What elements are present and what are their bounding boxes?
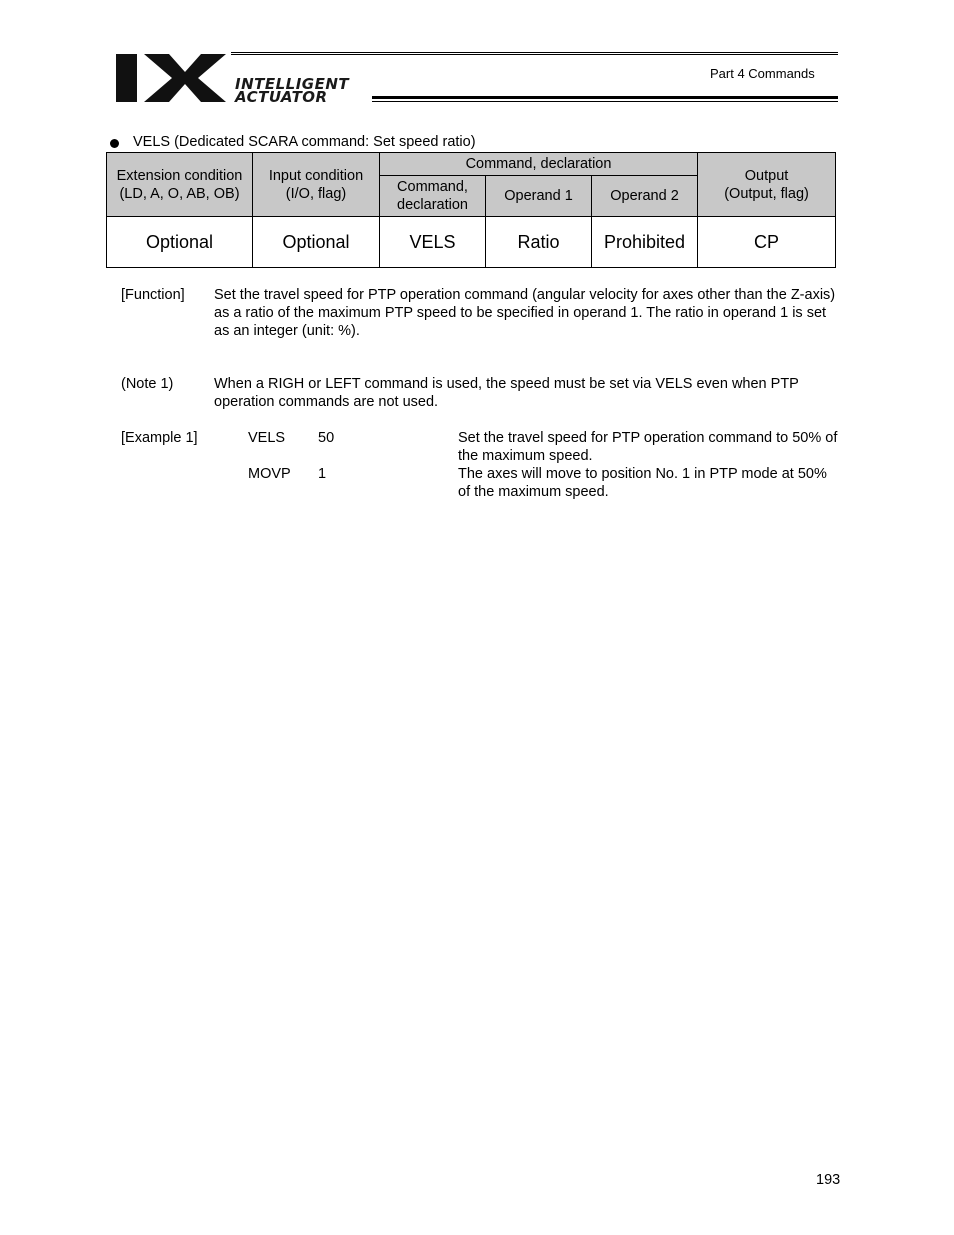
note-text: When a RIGH or LEFT command is used, the speed must be set via VELS even when PTP operation commands are not used. [214, 376, 799, 410]
example-command: VELS [248, 430, 286, 446]
logo-text-intelligent: INTELLIGENT [235, 75, 350, 93]
header-text: (I/O, flag) [285, 185, 347, 202]
header-text: (LD, A, O, AB, OB) [119, 185, 240, 202]
header-text: Extension condition [116, 167, 243, 184]
note-label: (Note 1) [121, 376, 174, 392]
example-command: MOVP [248, 466, 291, 482]
company-logo-mark [116, 52, 231, 104]
function-text: Set the travel speed for PTP operation command (angular velocity for axes other than the Z-axis) as a ratio of the maximum PTP speed to be specified in operand 1. The ratio in operand 1 is set as an integer (unit: %). [214, 287, 836, 339]
header-command-group: Command, declaration [380, 153, 698, 176]
header-extension-condition [107, 153, 253, 217]
header-text: Command, [397, 179, 468, 195]
command-table [106, 152, 836, 268]
cell-command: VELS [380, 217, 486, 268]
section-title: VELS (Dedicated SCARA command: Set speed ratio) [133, 134, 476, 150]
page-number: 193 [816, 1172, 841, 1188]
header-text: declaration [397, 197, 468, 213]
header-text: Output [744, 167, 789, 184]
example-description: Set the travel speed for PTP operation command to 50% of the maximum speed. [458, 430, 838, 464]
function-label: [Function] [121, 287, 185, 303]
cell-output: CP [698, 217, 836, 268]
cell-input: Optional [253, 217, 380, 268]
cell-extension: Optional [107, 217, 253, 268]
header-text: Input condition [268, 167, 364, 184]
header-rule [231, 54, 838, 55]
header-output [698, 153, 836, 217]
logo-text-actuator: ACTUATOR [235, 88, 328, 106]
example-operand: 50 [318, 430, 335, 446]
example-label: [Example 1] [121, 430, 198, 446]
cell-operand2: Prohibited [592, 217, 698, 268]
example-description: The axes will move to position No. 1 in PTP mode at 50% of the maximum speed. [458, 466, 827, 500]
header-rule [372, 101, 838, 102]
cell-operand1: Ratio [486, 217, 592, 268]
bullet-icon [110, 139, 119, 148]
header-command [380, 176, 486, 217]
header-operand2: Operand 2 [592, 176, 698, 217]
header-rule [231, 52, 838, 53]
header-operand1: Operand 1 [486, 176, 592, 217]
header-rule-bold [372, 96, 838, 99]
header-part-label: Part 4 Commands [710, 66, 815, 81]
example-operand: 1 [318, 466, 327, 482]
header-input-condition [253, 153, 380, 217]
header-text: (Output, flag) [724, 185, 809, 202]
